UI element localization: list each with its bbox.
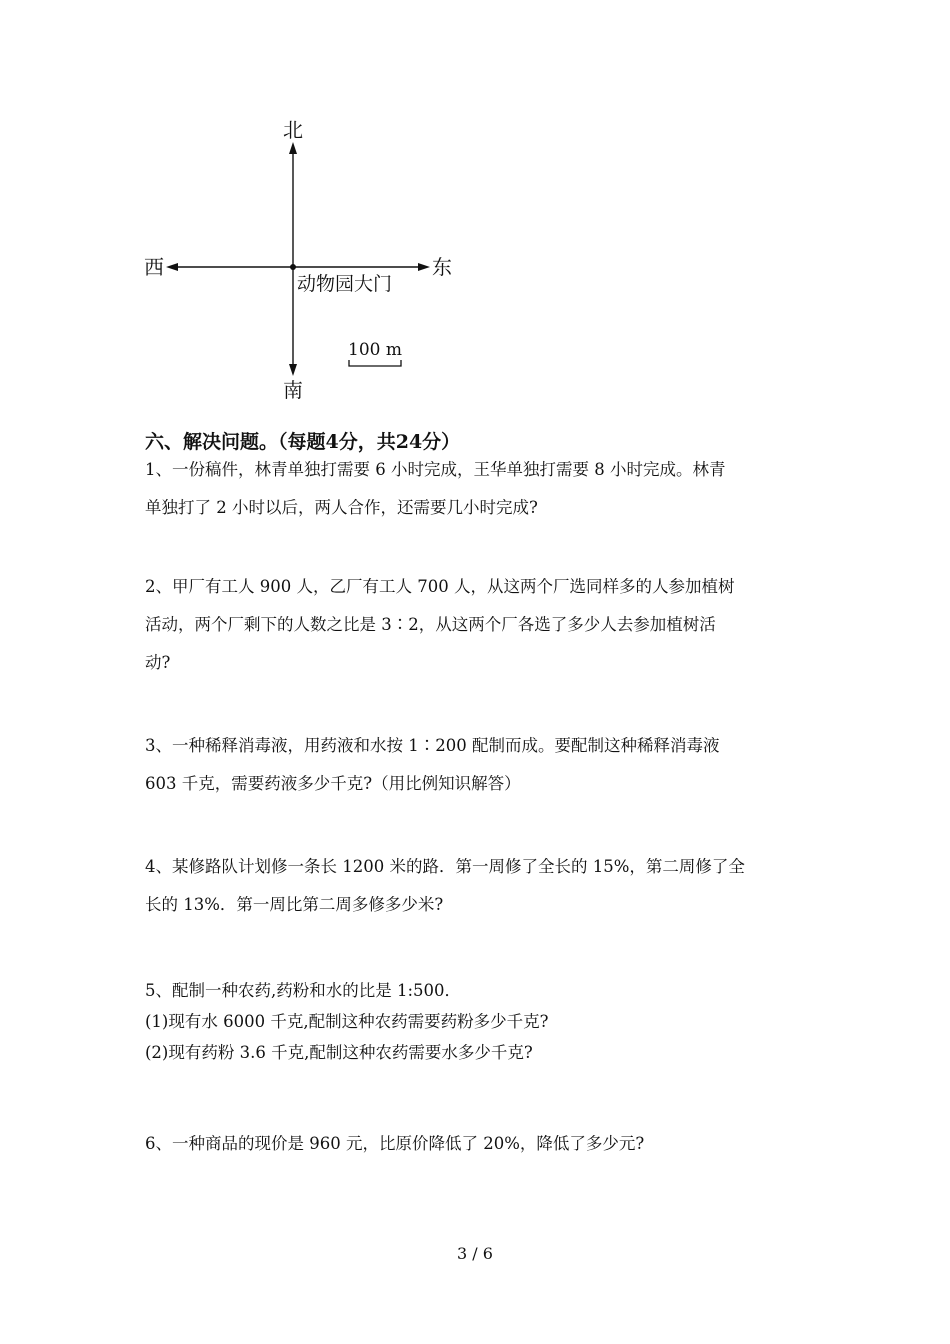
question-line: (1)现有水 6000 千克,配制这种农药需要药粉多少千克? bbox=[145, 1012, 549, 1031]
south-arrowhead bbox=[289, 364, 297, 376]
section-title: 六、解决问题。（每题4分，共24分） bbox=[145, 431, 461, 453]
east-arrowhead bbox=[418, 263, 430, 271]
question-6 bbox=[145, 1125, 817, 1163]
question-line: 2、甲厂有工人 900 人，乙厂有工人 700 人，从这两个厂选同样多的人参加植树 bbox=[145, 577, 735, 596]
question-1 bbox=[145, 451, 817, 527]
page-number: 3 / 6 bbox=[457, 1244, 493, 1263]
question-4 bbox=[145, 848, 817, 924]
question-line: 4、某修路队计划修一条长 1200 米的路．第一周修了全长的 15%，第二周修了全 bbox=[145, 857, 745, 876]
question-5 bbox=[145, 975, 817, 1068]
question-line: 长的 13%．第一周比第二周多修多少米? bbox=[145, 895, 444, 914]
question-line: 6、一种商品的现价是 960 元，比原价降低了 20%，降低了多少元? bbox=[145, 1134, 645, 1153]
question-3 bbox=[145, 727, 817, 803]
question-line: 5、配制一种农药,药粉和水的比是 1:500． bbox=[145, 981, 462, 1000]
compass-diagram bbox=[130, 110, 470, 410]
question-line: 603 千克，需要药液多少千克?（用比例知识解答） bbox=[145, 774, 521, 793]
question-line: (2)现有药粉 3.6 千克,配制这种农药需要水多少千克? bbox=[145, 1043, 533, 1062]
question-line: 3、一种稀释消毒液，用药液和水按 1∶200 配制而成。要配制这种稀释消毒液 bbox=[145, 736, 720, 755]
question-line: 动? bbox=[145, 653, 171, 672]
origin-label: 动物园大门 bbox=[297, 273, 393, 295]
east-label: 东 bbox=[432, 255, 452, 279]
question-line: 单独打了 2 小时以后，两人合作，还需要几小时完成? bbox=[145, 498, 538, 517]
west-arrowhead bbox=[166, 263, 178, 271]
question-2 bbox=[145, 568, 817, 682]
scale-bar bbox=[349, 360, 401, 366]
origin-dot bbox=[290, 264, 296, 270]
question-line: 活动，两个厂剩下的人数之比是 3∶2，从这两个厂各选了多少人去参加植树活 bbox=[145, 615, 716, 634]
question-line: 1、一份稿件，林青单独打需要 6 小时完成，王华单独打需要 8 小时完成。林青 bbox=[145, 460, 726, 479]
north-label: 北 bbox=[283, 118, 303, 142]
west-label: 西 bbox=[144, 255, 164, 279]
compass-axes bbox=[130, 110, 470, 410]
scale-label: 100 m bbox=[348, 340, 402, 360]
north-arrowhead bbox=[289, 142, 297, 154]
south-label: 南 bbox=[283, 378, 303, 402]
